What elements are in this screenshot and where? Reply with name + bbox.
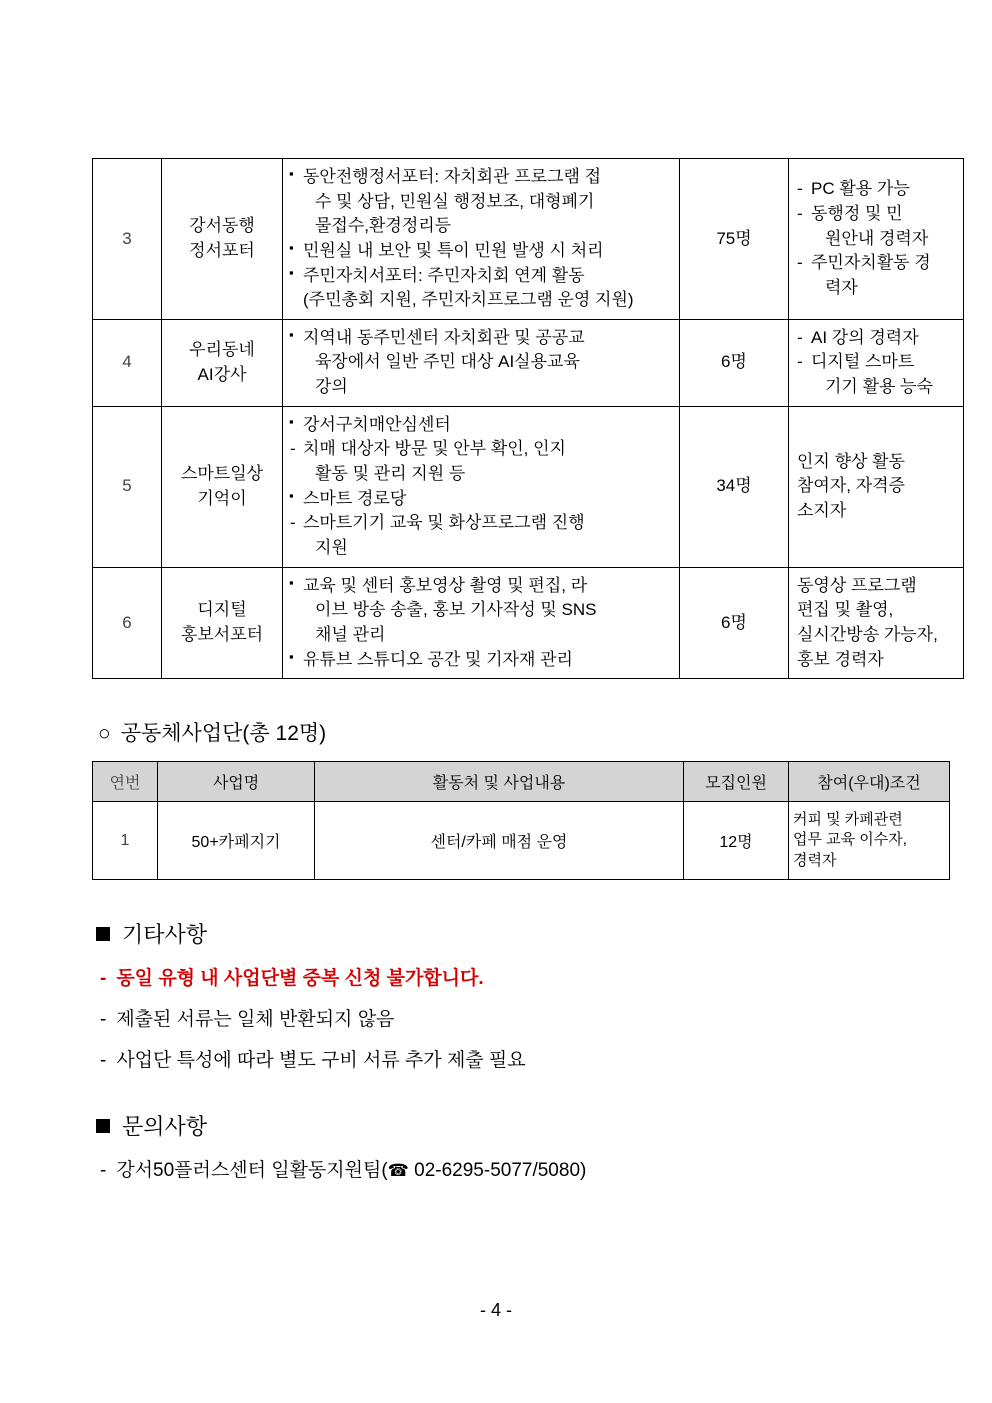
table-row bbox=[93, 567, 964, 679]
circle-icon: ○ bbox=[98, 722, 111, 746]
desc-line: - 스마트기기 교육 및 화상프로그램 진행 bbox=[289, 511, 673, 536]
name-line: 우리동네 bbox=[189, 340, 255, 360]
row-condition bbox=[789, 406, 964, 567]
desc-line: (주민총회 지원, 주민자치프로그램 운영 지원) bbox=[303, 290, 634, 310]
cond-line: 동영상 프로그램 bbox=[797, 575, 917, 595]
dash-icon: - bbox=[100, 967, 107, 989]
row-count: 6명 bbox=[680, 567, 789, 679]
desc-line: 육장에서 일반 주민 대상 AI실용교육 bbox=[315, 352, 580, 372]
cond-line: 커피 및 카페관련 bbox=[793, 811, 903, 829]
etc-section-heading bbox=[92, 918, 904, 949]
row-program-name bbox=[162, 406, 283, 567]
table-header-row bbox=[93, 762, 950, 802]
row-description bbox=[283, 406, 680, 567]
inquiry-contact bbox=[92, 1155, 904, 1182]
cond-line: 실시간방송 가능자, bbox=[797, 624, 938, 644]
name-line: 홍보서포터 bbox=[180, 624, 264, 644]
desc-line: 이브 방송 송출, 홍보 기사작성 및 SNS bbox=[315, 600, 597, 620]
name-line: 디지털 bbox=[197, 600, 247, 620]
cond-line: 원안내 경력자 bbox=[825, 228, 929, 248]
row-program-name bbox=[162, 159, 283, 320]
cond-line: - 주민자치활동 경 bbox=[795, 251, 957, 276]
row-count: 75명 bbox=[680, 159, 789, 320]
etc-item-text: 동일 유형 내 사업단별 중복 신청 불가합니다. bbox=[116, 967, 484, 989]
row-count: 12명 bbox=[684, 802, 789, 880]
row-no: 5 bbox=[93, 406, 162, 567]
inquiry-section-heading bbox=[92, 1110, 904, 1141]
row-no: 4 bbox=[93, 319, 162, 406]
name-line: 기억이 bbox=[197, 488, 247, 508]
inquiry-phone-number: 02-6295-5077/5080) bbox=[408, 1159, 587, 1181]
row-description bbox=[283, 159, 680, 320]
cond-line: - 동행정 및 민 bbox=[795, 202, 957, 227]
telephone-icon: ☎ bbox=[387, 1160, 409, 1180]
row-description bbox=[283, 567, 680, 679]
table-row bbox=[93, 406, 964, 567]
cond-line: 력자 bbox=[825, 277, 858, 297]
inquiry-heading-text: 문의사항 bbox=[122, 1113, 208, 1139]
column-header-desc: 활동처 및 사업내용 bbox=[315, 762, 684, 802]
etc-heading-text: 기타사항 bbox=[122, 921, 208, 947]
name-line: 스마트일상 bbox=[180, 464, 264, 484]
desc-line: ▪ 지역내 동주민센터 자치회관 및 공공교 bbox=[289, 326, 673, 351]
etc-item-text: 사업단 특성에 따라 별도 구비 서류 추가 제출 필요 bbox=[116, 1049, 526, 1071]
desc-line: 물접수,환경정리등 bbox=[315, 216, 452, 236]
table-row bbox=[93, 802, 950, 880]
desc-line: ▪ 교육 및 센터 홍보영상 촬영 및 편집, 라 bbox=[289, 574, 673, 599]
etc-item-3 bbox=[92, 1045, 904, 1072]
cond-line: 경력자 bbox=[793, 851, 837, 869]
row-no: 6 bbox=[93, 567, 162, 679]
row-no: 3 bbox=[93, 159, 162, 320]
community-table bbox=[92, 761, 950, 880]
name-line: 정서포터 bbox=[189, 240, 255, 260]
column-header-count: 모집인원 bbox=[684, 762, 789, 802]
row-condition bbox=[789, 567, 964, 679]
desc-line: 강의 bbox=[315, 377, 348, 397]
row-program-name bbox=[162, 319, 283, 406]
column-header-condition: 참여(우대)조건 bbox=[789, 762, 950, 802]
name-line: 강서동행 bbox=[189, 216, 255, 236]
cond-line: 소지자 bbox=[797, 501, 847, 520]
table-row bbox=[93, 319, 964, 406]
cond-line: 업무 교육 이수자, bbox=[793, 831, 907, 849]
dash-icon: - bbox=[100, 1049, 107, 1071]
dash-icon: - bbox=[100, 1008, 107, 1030]
etc-item-1 bbox=[92, 963, 904, 990]
row-condition bbox=[789, 319, 964, 406]
cond-line: 편집 및 촬영, bbox=[797, 600, 894, 620]
desc-line: ▪ 민원실 내 보안 및 특이 민원 발생 시 처리 bbox=[289, 239, 673, 264]
cond-line: 인지 향상 활동 bbox=[797, 451, 905, 471]
cond-line: 홍보 경력자 bbox=[797, 649, 884, 669]
row-condition bbox=[789, 159, 964, 320]
cond-line: - AI 강의 경력자 bbox=[795, 326, 957, 351]
community-heading-text: 공동체사업단(총 12명) bbox=[120, 722, 327, 746]
etc-item-2 bbox=[92, 1004, 904, 1031]
desc-line: - 치매 대상자 방문 및 안부 확인, 인지 bbox=[289, 437, 673, 462]
row-no: 1 bbox=[93, 802, 158, 880]
desc-line: ▪ 스마트 경로당 bbox=[289, 487, 673, 512]
row-program-name bbox=[162, 567, 283, 679]
cond-line: 참여자, 자격증 bbox=[797, 476, 905, 496]
row-program-name: 50+카페지기 bbox=[158, 802, 315, 880]
desc-line: 채널 관리 bbox=[315, 624, 386, 644]
name-line: AI강사 bbox=[197, 364, 247, 384]
dash-icon: - bbox=[100, 1159, 107, 1181]
column-header-no: 연번 bbox=[93, 762, 158, 802]
row-condition bbox=[789, 802, 950, 880]
desc-line: ▪ 강서구치매안심센터 bbox=[289, 413, 673, 438]
cond-line: - 디지털 스마트 bbox=[795, 350, 957, 375]
square-bullet-icon bbox=[96, 927, 110, 941]
page-number: - 4 - bbox=[479, 1300, 512, 1320]
cond-line: 기기 활용 능숙 bbox=[825, 377, 933, 397]
page-content bbox=[92, 158, 938, 1182]
etc-item-text: 제출된 서류는 일체 반환되지 않음 bbox=[116, 1008, 395, 1030]
desc-line: 수 및 상담, 민원실 행정보조, 대형폐기 bbox=[315, 191, 595, 211]
row-count: 34명 bbox=[680, 406, 789, 567]
column-header-name: 사업명 bbox=[158, 762, 315, 802]
desc-line: ▪ 유튜브 스튜디오 공간 및 기자재 관리 bbox=[289, 648, 673, 673]
cond-line: - PC 활용 가능 bbox=[795, 177, 957, 202]
table-row bbox=[93, 159, 964, 320]
desc-line: ▪ 주민자치서포터: 주민자치회 연계 활동 bbox=[289, 264, 673, 289]
community-section-heading bbox=[92, 717, 904, 747]
square-bullet-icon bbox=[96, 1119, 110, 1133]
row-count: 6명 bbox=[680, 319, 789, 406]
job-table bbox=[92, 158, 964, 679]
desc-line: ▪ 동안전행정서포터: 자치회관 프로그램 접 bbox=[289, 165, 673, 190]
row-description: 센터/카페 매점 운영 bbox=[315, 802, 684, 880]
row-description bbox=[283, 319, 680, 406]
desc-line: 지원 bbox=[315, 537, 348, 557]
desc-line: 활동 및 관리 지원 등 bbox=[315, 464, 466, 484]
inquiry-text-before: 강서50플러스센터 일활동지원팀( bbox=[116, 1159, 388, 1181]
